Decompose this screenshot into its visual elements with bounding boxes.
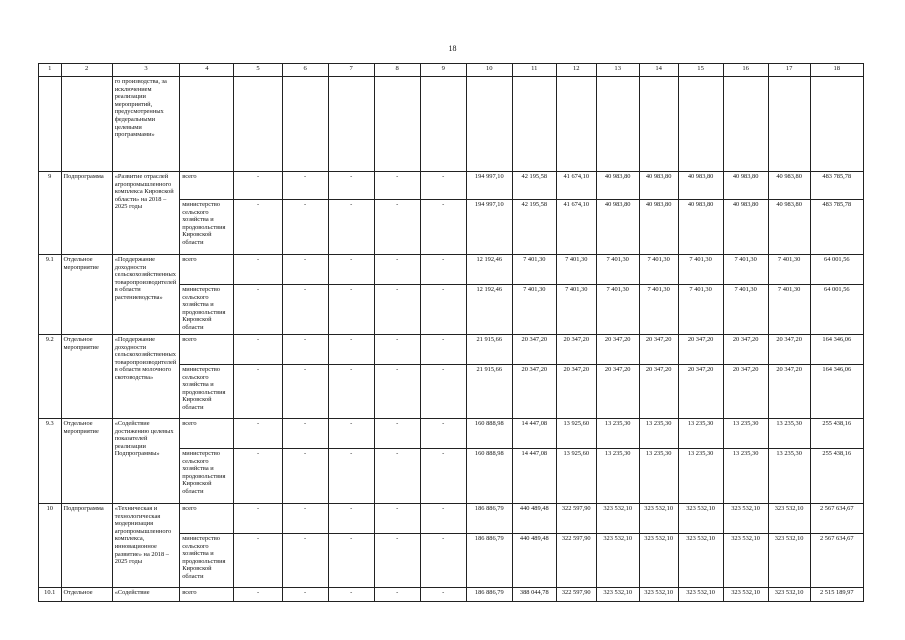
year-value: 20 347,20: [512, 335, 556, 365]
year-value: 14 447,08: [512, 419, 556, 449]
column-header: 4: [180, 64, 234, 77]
year-value: 186 886,79: [466, 588, 512, 602]
year-value: 186 886,79: [466, 534, 512, 588]
empty-cell: [180, 77, 234, 172]
year-value: 323 532,10: [639, 534, 678, 588]
total-value: 164 346,06: [810, 335, 863, 365]
empty-cell: [678, 77, 723, 172]
year-value: 7 401,30: [556, 255, 596, 285]
year-value: 7 401,30: [639, 255, 678, 285]
empty-cell: [512, 77, 556, 172]
year-value: 20 347,20: [723, 335, 768, 365]
page-number: 18: [448, 44, 457, 53]
year-value: 40 983,80: [768, 172, 810, 200]
dash-cell: -: [328, 419, 374, 449]
dash-cell: -: [282, 335, 328, 365]
year-value: 41 674,10: [556, 172, 596, 200]
year-value: 41 674,10: [556, 200, 596, 255]
year-value: 7 401,30: [723, 285, 768, 335]
year-value: 323 532,10: [768, 534, 810, 588]
dash-cell: -: [328, 449, 374, 504]
year-value: 13 235,30: [723, 449, 768, 504]
column-header: 8: [374, 64, 420, 77]
activity-name: «Развитие отраслей агропромышленного комплекса Кировской области» на 2018 – 2025 годы: [112, 172, 180, 255]
year-value: 40 983,80: [723, 200, 768, 255]
table-row: [39, 77, 864, 172]
dash-cell: -: [234, 449, 282, 504]
activity-type: Отдельное: [61, 588, 112, 602]
dash-cell: -: [282, 172, 328, 200]
dash-cell: -: [374, 534, 420, 588]
column-header: 17: [768, 64, 810, 77]
funding-source: министерство сельского хозяйства и продовольствия Кировской области: [180, 365, 234, 419]
column-header: 6: [282, 64, 328, 77]
year-value: 13 235,30: [596, 419, 639, 449]
year-value: 323 532,10: [596, 534, 639, 588]
year-value: 40 983,80: [678, 200, 723, 255]
dash-cell: -: [328, 365, 374, 419]
year-value: 40 983,80: [596, 172, 639, 200]
dash-cell: -: [328, 335, 374, 365]
dash-cell: -: [374, 172, 420, 200]
year-value: 322 597,90: [556, 504, 596, 534]
activity-name: «Содействие: [112, 588, 180, 602]
table-row: [39, 255, 864, 285]
funding-source: всего: [180, 335, 234, 365]
year-value: 13 235,30: [768, 419, 810, 449]
year-value: 13 235,30: [639, 419, 678, 449]
empty-cell: [556, 77, 596, 172]
empty-cell: [596, 77, 639, 172]
row-number: 9.1: [39, 255, 62, 335]
total-value: 164 346,06: [810, 365, 863, 419]
total-value: 2 567 634,67: [810, 534, 863, 588]
total-value: 483 785,78: [810, 200, 863, 255]
dash-cell: -: [328, 588, 374, 602]
year-value: 7 401,30: [768, 285, 810, 335]
dash-cell: -: [234, 504, 282, 534]
year-value: 186 886,79: [466, 504, 512, 534]
activity-type: Отдельное мероприятие: [61, 419, 112, 504]
year-value: 13 235,30: [678, 449, 723, 504]
dash-cell: -: [374, 419, 420, 449]
dash-cell: -: [328, 285, 374, 335]
dash-cell: -: [420, 172, 466, 200]
funding-source: всего: [180, 255, 234, 285]
year-value: 12 192,46: [466, 255, 512, 285]
dash-cell: -: [328, 200, 374, 255]
dash-cell: -: [374, 335, 420, 365]
year-value: 21 915,66: [466, 335, 512, 365]
empty-cell: [639, 77, 678, 172]
funding-source: министерство сельского хозяйства и продовольствия Кировской области: [180, 534, 234, 588]
empty-cell: [810, 77, 863, 172]
year-value: 7 401,30: [678, 255, 723, 285]
year-value: 20 347,20: [768, 335, 810, 365]
empty-cell: [282, 77, 328, 172]
year-value: 13 925,60: [556, 449, 596, 504]
empty-cell: [234, 77, 282, 172]
year-value: 20 347,20: [556, 335, 596, 365]
column-header: 7: [328, 64, 374, 77]
year-value: 194 997,10: [466, 200, 512, 255]
column-header: 14: [639, 64, 678, 77]
year-value: 323 532,10: [596, 588, 639, 602]
year-value: 20 347,20: [678, 335, 723, 365]
dash-cell: -: [234, 588, 282, 602]
year-value: 20 347,20: [723, 365, 768, 419]
year-value: 7 401,30: [639, 285, 678, 335]
year-value: 13 235,30: [596, 449, 639, 504]
column-header: 15: [678, 64, 723, 77]
funding-source: министерство сельского хозяйства и продовольствия Кировской области: [180, 200, 234, 255]
year-value: 440 489,48: [512, 504, 556, 534]
dash-cell: -: [282, 504, 328, 534]
funding-source: министерство сельского хозяйства и продовольствия Кировской области: [180, 449, 234, 504]
row-number: 10: [39, 504, 62, 588]
year-value: 323 532,10: [678, 534, 723, 588]
total-value: 64 001,56: [810, 255, 863, 285]
year-value: 7 401,30: [596, 255, 639, 285]
year-value: 40 983,80: [639, 172, 678, 200]
year-value: 20 347,20: [678, 365, 723, 419]
year-value: 388 044,78: [512, 588, 556, 602]
year-value: 42 195,58: [512, 200, 556, 255]
dash-cell: -: [420, 365, 466, 419]
year-value: 440 489,48: [512, 534, 556, 588]
column-header: 10: [466, 64, 512, 77]
dash-cell: -: [282, 534, 328, 588]
dash-cell: -: [234, 365, 282, 419]
year-value: 160 888,98: [466, 419, 512, 449]
column-header: 5: [234, 64, 282, 77]
dash-cell: -: [420, 335, 466, 365]
year-value: 13 235,30: [639, 449, 678, 504]
empty-cell: [374, 77, 420, 172]
year-value: 323 532,10: [678, 588, 723, 602]
table-row: [39, 419, 864, 449]
year-value: 322 597,90: [556, 588, 596, 602]
empty-cell: [39, 77, 62, 172]
dash-cell: -: [234, 255, 282, 285]
total-value: 64 001,56: [810, 285, 863, 335]
activity-type: Подпрограмма: [61, 172, 112, 255]
funding-source: всего: [180, 172, 234, 200]
empty-cell: [420, 77, 466, 172]
dash-cell: -: [374, 255, 420, 285]
year-value: 20 347,20: [639, 365, 678, 419]
column-header: 16: [723, 64, 768, 77]
dash-cell: -: [328, 255, 374, 285]
dash-cell: -: [282, 285, 328, 335]
year-value: 323 532,10: [639, 588, 678, 602]
activity-name: «Поддержание доходности сельскохозяйственных товаропроизводителей в области молочного скотоводства»: [112, 335, 180, 419]
empty-cell: [61, 77, 112, 172]
dash-cell: -: [282, 365, 328, 419]
dash-cell: -: [234, 335, 282, 365]
column-header: 9: [420, 64, 466, 77]
total-value: 255 438,16: [810, 449, 863, 504]
year-value: 7 401,30: [768, 255, 810, 285]
year-value: 7 401,30: [512, 255, 556, 285]
year-value: 40 983,80: [678, 172, 723, 200]
dash-cell: -: [282, 419, 328, 449]
activity-type: Отдельное мероприятие: [61, 335, 112, 419]
year-value: 322 597,90: [556, 534, 596, 588]
year-value: 323 532,10: [723, 534, 768, 588]
dash-cell: -: [234, 200, 282, 255]
dash-cell: -: [328, 504, 374, 534]
dash-cell: -: [374, 504, 420, 534]
activity-name: «Поддержание доходности сельскохозяйственных товаропроизводителей в области растениеводства»: [112, 255, 180, 335]
year-value: 7 401,30: [512, 285, 556, 335]
year-value: 7 401,30: [678, 285, 723, 335]
dash-cell: -: [282, 449, 328, 504]
year-value: 40 983,80: [596, 200, 639, 255]
year-value: 20 347,20: [556, 365, 596, 419]
year-value: 194 997,10: [466, 172, 512, 200]
year-value: 13 235,30: [723, 419, 768, 449]
year-value: 7 401,30: [556, 285, 596, 335]
table-body: [39, 77, 864, 602]
dash-cell: -: [420, 285, 466, 335]
column-header: 3: [112, 64, 180, 77]
year-value: 13 235,30: [768, 449, 810, 504]
dash-cell: -: [234, 534, 282, 588]
year-value: 12 192,46: [466, 285, 512, 335]
year-value: 7 401,30: [723, 255, 768, 285]
empty-cell: [328, 77, 374, 172]
year-value: 20 347,20: [596, 335, 639, 365]
total-value: 255 438,16: [810, 419, 863, 449]
dash-cell: -: [374, 365, 420, 419]
year-value: 323 532,10: [678, 504, 723, 534]
activity-type: Подпрограмма: [61, 504, 112, 588]
activity-name: «Содействие достижению целевых показателей реализации Подпрограммы»: [112, 419, 180, 504]
funding-source: всего: [180, 588, 234, 602]
dash-cell: -: [282, 588, 328, 602]
year-value: 160 888,98: [466, 449, 512, 504]
year-value: 40 983,80: [723, 172, 768, 200]
year-value: 323 532,10: [596, 504, 639, 534]
year-value: 40 983,80: [768, 200, 810, 255]
activity-name: «Техническая и технологическая модернизация агропромышленного комплекса, инновационное развитие» на 2018 – 2025 годы: [112, 504, 180, 588]
year-value: 323 532,10: [639, 504, 678, 534]
dash-cell: -: [420, 200, 466, 255]
year-value: 323 532,10: [768, 588, 810, 602]
table-row: [39, 588, 864, 602]
funding-source: всего: [180, 504, 234, 534]
year-value: 42 195,58: [512, 172, 556, 200]
dash-cell: -: [282, 255, 328, 285]
year-value: 20 347,20: [596, 365, 639, 419]
row-number: 9.3: [39, 419, 62, 504]
activity-type: Отдельное мероприятие: [61, 255, 112, 335]
dash-cell: -: [420, 449, 466, 504]
year-value: 14 447,08: [512, 449, 556, 504]
row-number: 9.2: [39, 335, 62, 419]
column-header: 11: [512, 64, 556, 77]
year-value: 20 347,20: [639, 335, 678, 365]
year-value: 13 235,30: [678, 419, 723, 449]
year-value: 13 925,60: [556, 419, 596, 449]
table-row: [39, 335, 864, 365]
dash-cell: -: [234, 285, 282, 335]
dash-cell: -: [374, 449, 420, 504]
dash-cell: -: [374, 285, 420, 335]
year-value: 323 532,10: [768, 504, 810, 534]
empty-cell: [723, 77, 768, 172]
dash-cell: -: [328, 534, 374, 588]
column-header: 2: [61, 64, 112, 77]
empty-cell: [466, 77, 512, 172]
row-number: 9: [39, 172, 62, 255]
dash-cell: -: [420, 534, 466, 588]
year-value: 21 915,66: [466, 365, 512, 419]
year-value: 40 983,80: [639, 200, 678, 255]
total-value: 2 567 634,67: [810, 504, 863, 534]
year-value: 7 401,30: [596, 285, 639, 335]
table-header: [39, 64, 864, 77]
total-value: 483 785,78: [810, 172, 863, 200]
year-value: 20 347,20: [512, 365, 556, 419]
dash-cell: -: [420, 504, 466, 534]
dash-cell: -: [328, 172, 374, 200]
row-number: 10.1: [39, 588, 62, 602]
dash-cell: -: [234, 172, 282, 200]
total-value: 2 515 189,97: [810, 588, 863, 602]
activity-name: го производства, за исключением реализации мероприятий, предусмотренных федеральными целевыми программами»: [112, 77, 180, 172]
year-value: 20 347,20: [768, 365, 810, 419]
dash-cell: -: [282, 200, 328, 255]
table-row: [39, 504, 864, 534]
budget-table: [38, 63, 864, 602]
column-header: 1: [39, 64, 62, 77]
dash-cell: -: [374, 588, 420, 602]
column-header: 18: [810, 64, 863, 77]
funding-source: всего: [180, 419, 234, 449]
column-header: 13: [596, 64, 639, 77]
empty-cell: [768, 77, 810, 172]
dash-cell: -: [374, 200, 420, 255]
funding-source: министерство сельского хозяйства и продовольствия Кировской области: [180, 285, 234, 335]
table-row: [39, 172, 864, 200]
column-header: 12: [556, 64, 596, 77]
dash-cell: -: [420, 255, 466, 285]
year-value: 323 532,10: [723, 504, 768, 534]
year-value: 323 532,10: [723, 588, 768, 602]
dash-cell: -: [420, 419, 466, 449]
dash-cell: -: [234, 419, 282, 449]
dash-cell: -: [420, 588, 466, 602]
